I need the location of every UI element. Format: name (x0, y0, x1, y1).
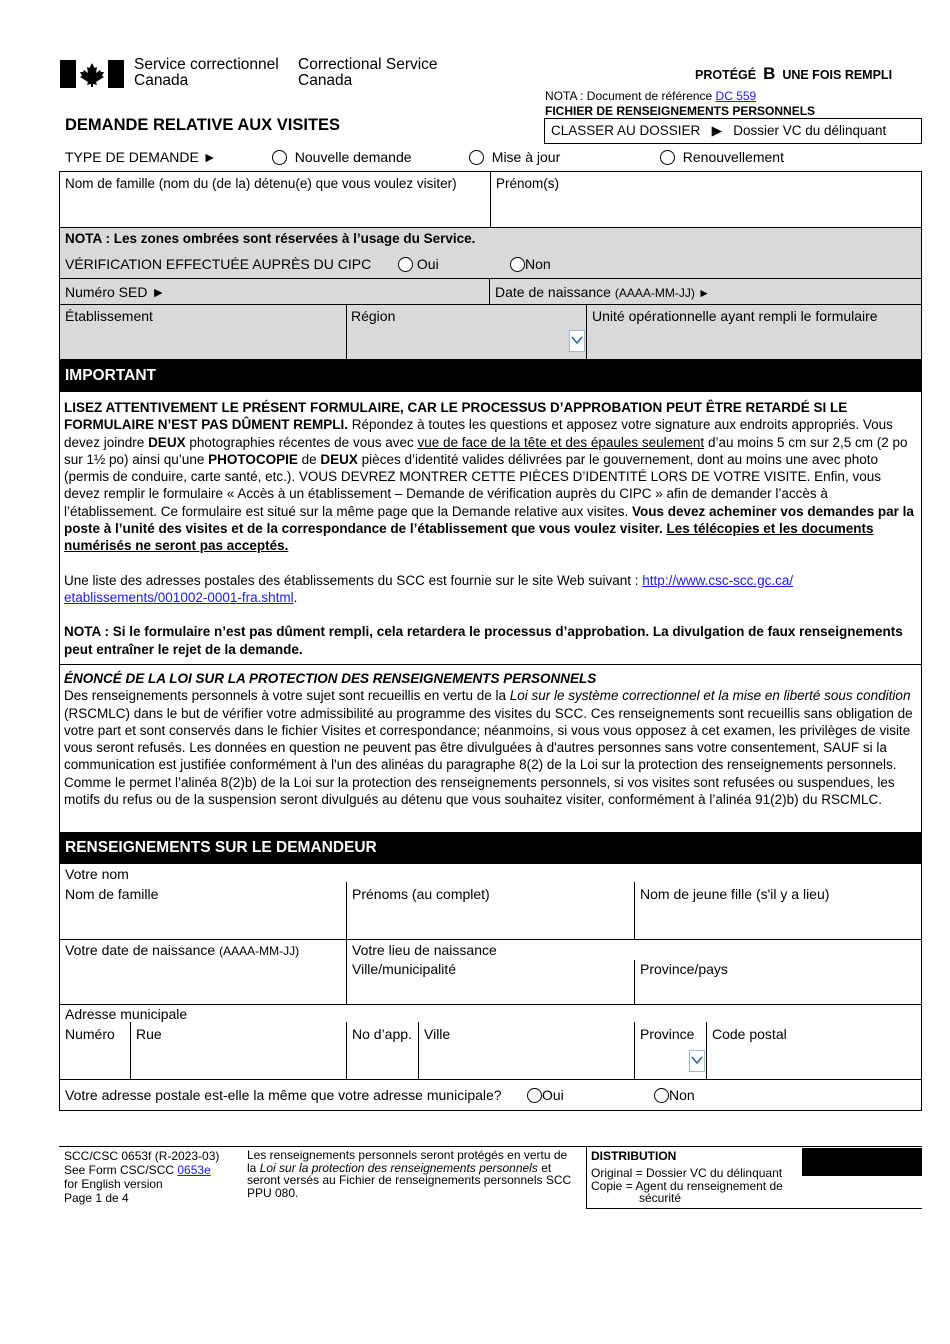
votre-nom-label: Votre nom (65, 866, 129, 882)
footer-form-info: SCC/CSC 0653f (R-2023-03) See Form CSC/SCC 0653e for English version Page 1 de 4 (64, 1149, 220, 1205)
sed-number-field[interactable]: Numéro SED ► (65, 284, 166, 300)
org-name-en: Correctional Service Canada (298, 56, 438, 89)
cipc-oui-radio[interactable]: Oui (398, 256, 439, 272)
region-chevron-down-icon[interactable] (569, 330, 585, 352)
lieu-naissance-label: Votre lieu de naissance (352, 942, 497, 958)
protege-label: PROTÉGÉ B UNE FOIS REMPLI (695, 64, 893, 83)
footer-distribution: DISTRIBUTION Original = Dossier VC du délinquant Copie = Agent du renseignement de sécurité (591, 1149, 783, 1205)
street-number-field[interactable]: Numéro (65, 1026, 115, 1042)
applicant-maiden-name-field[interactable]: Nom de jeune fille (s'il y a lieu) (640, 886, 830, 902)
inmate-surname-field[interactable]: Nom de famille (nom du (de la) détenu(e) que vous voulez visiter) (59, 171, 491, 228)
postal-same-oui-radio[interactable]: Oui (527, 1087, 564, 1103)
adresse-municipale-label: Adresse municipale (65, 1006, 188, 1022)
service-dob-field[interactable]: Date de naissance (AAAA-MM-JJ) ► (495, 284, 711, 300)
applicant-dob-field[interactable]: Votre date de naissance (AAAA-MM-JJ) (65, 942, 300, 958)
radio-mise-a-jour[interactable]: Mise à jour (469, 149, 560, 165)
privacy-statement: ÉNONCÉ DE LA LOI SUR LA PROTECTION DES RENSEIGNEMENTS PERSONNELS Des renseignements personnels à votre sujet sont recueillis en vertu de la Loi sur le système correctionnel et la mise en liberté sous condition (RSCMLC) dans le but de vérifier votre admissibilité au programme des visites du SCC. Ces renseignements sont recueillis sans obligation de votre part et sont conservés dans le fichier Visites et correspondance; néanmoins, si vous vous opposez à cet examen, les privilèges de visite vous seront refusés. Les données en question ne peuvent pas être divulguées à d'autres personnes sans votre consentement, SAUF si la communication est justifiée conformément à l'un des alinéas du paragraphe 8(2) de la Loi sur la protection des renseignements personnels. Comme le permet l’alinéa 8(2)b) de la Loi sur la protection des renseignements personnels, si vos visites sont refusées ou suspendues, les motifs du refus ou de la suspension seront divulgués au détenu que vous souhaitez visiter, conformément à l’alinéa 91(2)b) du RSCMLC. (64, 671, 913, 808)
security-black-box (802, 1148, 922, 1176)
cipc-non-radio[interactable]: Non (510, 256, 551, 272)
radio-nouvelle-demande[interactable]: Nouvelle demande (272, 149, 412, 165)
nota-reference: NOTA : Document de référence DC 559 (545, 89, 757, 103)
applicant-surname-field[interactable]: Nom de famille (65, 886, 159, 902)
dc559-link[interactable]: DC 559 (715, 89, 757, 103)
form-title: DEMANDE RELATIVE AUX VISITES (65, 116, 341, 134)
service-zone-nota: NOTA : Les zones ombrées sont réservées à l’usage du Service. (65, 231, 476, 246)
important-header: IMPORTANT (59, 360, 922, 392)
birth-city-field[interactable]: Ville/municipalité (352, 961, 457, 977)
service-zone (59, 227, 922, 360)
etablissement-field[interactable]: Établissement (65, 308, 153, 324)
city-field[interactable]: Ville (424, 1026, 451, 1042)
classer-box: CLASSER AU DOSSIER ▶ Dossier VC du délinquant (544, 118, 922, 144)
inmate-firstname-field[interactable]: Prénom(s) (490, 171, 922, 228)
canada-flag-icon (60, 60, 124, 88)
apartment-field[interactable]: No d’app. (352, 1026, 412, 1042)
important-text: LISEZ ATTENTIVEMENT LE PRÉSENT FORMULAIRE, CAR LE PROCESSUS D’APPROBATION PEUT ÊTRE RETARDÉ SI LE FORMULAIRE N’EST PAS DÛMENT REMPLI. Répondez à toutes les questions et apposez votre signature aux endroits appropriés. Vous devez joindre DEUX photographies récentes de vous avec vue de face de la tête et des épaules seulement d’au moins 5 cm sur 2,5 cm (2 po sur 1½ po) ainsi qu’une PHOTOCOPIE de DEUX pièces d’identité valides délivrées par le gouvernement, dont au moins une avec photo (permis de conduire, carte santé, etc.). VOUS DEVREZ MONTRER CETTE PIÈCES D’IDENTITÉ LORS DE VOTRE VISITE. Enfin, vous devez remplir le formulaire « Accès à un établissement – Demande de vérification auprès du CIPC » afin de demander l’accès à l’établissement. Ce formulaire est situé sur la même page que la Demande relative aux visites. Vous devez acheminer vos demandes par la poste à l’unité des visites et de la correspondance de l’établissement que vous voulez visiter. Les télécopies et les documents numérisés ne seront pas acceptés. Une liste des adresses postales des établissements du SCC est fournie sur le site Web suivant : http://www.csc-scc.gc.ca/ etablissements/001002-0001-fra.shtml. NOTA : Si le formulaire n’est pas dûment rempli, cela retardera le processus d’approbation. La divulgation de faux renseignements peut entraîner le rejet de la demande. (64, 400, 914, 657)
applicant-firstnames-field[interactable]: Prénoms (au complet) (352, 886, 490, 902)
postal-same-non-radio[interactable]: Non (654, 1087, 695, 1103)
request-type-label: TYPE DE DEMANDE ► (65, 149, 217, 165)
establishments-link[interactable]: http://www.csc-scc.gc.ca/ etablissements/001002-0001-fra.shtml (64, 572, 794, 605)
unite-field[interactable]: Unité opérationnelle ayant rempli le formulaire (592, 308, 878, 324)
postal-code-field[interactable]: Code postal (712, 1026, 787, 1042)
province-chevron-down-icon[interactable] (689, 1050, 705, 1072)
org-name-fr: Service correctionnel Canada (134, 56, 279, 89)
radio-renouvellement[interactable]: Renouvellement (660, 149, 784, 165)
postal-question: Votre adresse postale est-elle la même que votre adresse municipale? (65, 1087, 502, 1103)
footer-privacy-note: Les renseignements personnels seront protégés en vertu de la Loi sur la protection des renseignements personnels et seront versés au Fichier de renseignements personnels SCC PPU 080. (247, 1148, 572, 1200)
applicant-header: RENSEIGNEMENTS SUR LE DEMANDEUR (59, 832, 922, 864)
fichier-label: FICHIER DE RENSEIGNEMENTS PERSONNELS (545, 104, 816, 118)
region-select[interactable]: Région (351, 308, 396, 324)
street-field[interactable]: Rue (136, 1026, 162, 1042)
birth-province-field[interactable]: Province/pays (640, 961, 728, 977)
english-form-link[interactable]: 0653e (177, 1163, 211, 1177)
province-select[interactable]: Province (640, 1026, 695, 1042)
cipc-label: VÉRIFICATION EFFECTUÉE AUPRÈS DU CIPC (65, 256, 372, 272)
